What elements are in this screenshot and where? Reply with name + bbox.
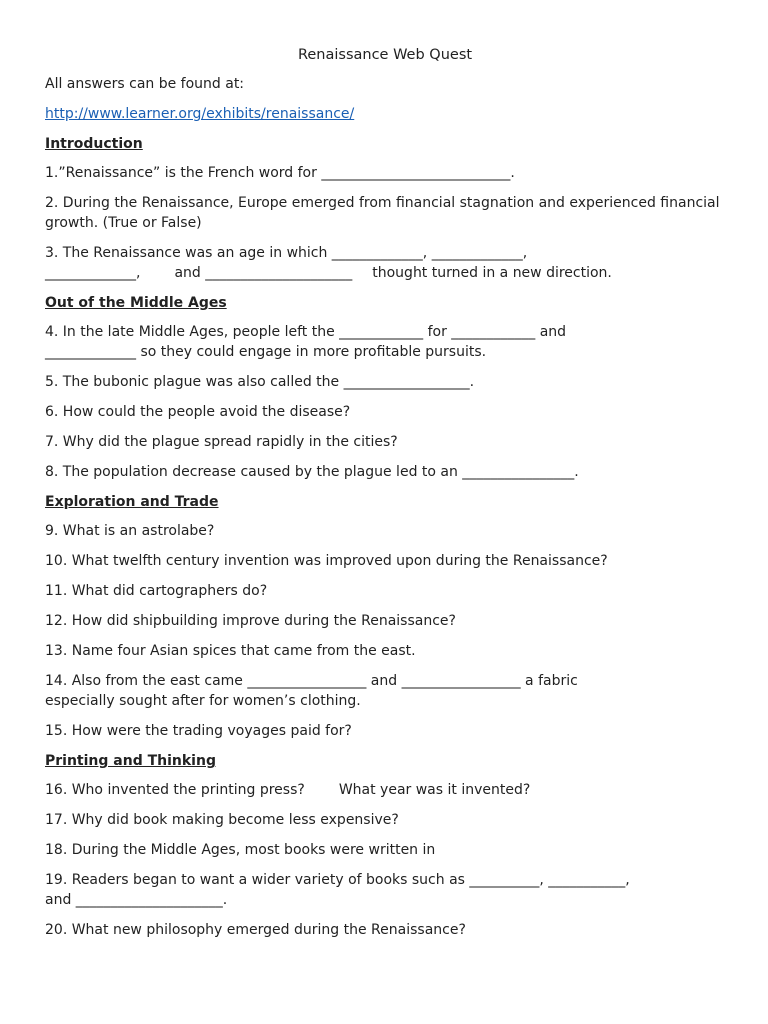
question-3 [45, 243, 725, 283]
question-9: 9. What is an astrolabe? [45, 523, 215, 539]
source-link[interactable]: http://www.learner.org/exhibits/renaissance/ [45, 106, 355, 122]
question-19-line-2: and _____________________. [45, 892, 228, 908]
section-heading-middle-ages: Out of the Middle Ages [45, 295, 227, 311]
question-15: 15. How were the trading voyages paid for? [45, 723, 352, 739]
question-5: 5. The bubonic plague was also called the __________________. [45, 374, 475, 390]
question-13: 13. Name four Asian spices that came from the east. [45, 643, 416, 659]
question-18: 18. During the Middle Ages, most books were written in [45, 842, 436, 858]
page-title: Renaissance Web Quest [297, 47, 473, 63]
question-3-blank: _____________, [45, 265, 141, 281]
intro-text: All answers can be found at: [45, 76, 245, 92]
question-16-part-1: 16. Who invented the printing press? [45, 782, 305, 798]
question-2: 2. During the Renaissance, Europe emerged from financial stagnation and experienced financial growth. (True or False) [45, 195, 720, 231]
question-20: 20. What new philosophy emerged during the Renaissance? [45, 922, 466, 938]
section-heading-exploration: Exploration and Trade [45, 494, 219, 510]
question-10: 10. What twelfth century invention was improved upon during the Renaissance? [45, 553, 608, 569]
question-17: 17. Why did book making become less expensive? [45, 812, 399, 828]
question-11: 11. What did cartographers do? [45, 583, 268, 599]
question-12: 12. How did shipbuilding improve during the Renaissance? [45, 613, 456, 629]
question-7: 7. Why did the plague spread rapidly in the cities? [45, 434, 398, 450]
question-16 [45, 780, 725, 800]
question-19-line-1: 19. Readers began to want a wider variety of books such as __________, ___________, [45, 872, 630, 888]
question-3-end: thought turned in a new direction. [372, 265, 612, 281]
question-1: 1.”Renaissance” is the French word for ___________________________. [45, 165, 515, 181]
worksheet-page [45, 45, 725, 950]
question-14 [45, 671, 725, 711]
question-3-line-1: 3. The Renaissance was an age in which _____________, _____________, [45, 245, 528, 261]
question-14-line-2: especially sought after for women’s clothing. [45, 693, 361, 709]
question-16-part-2: What year was it invented? [338, 782, 531, 798]
section-heading-printing: Printing and Thinking [45, 753, 216, 769]
question-4 [45, 322, 725, 362]
question-14-line-1: 14. Also from the east came _________________ and _________________ a fabric [45, 673, 578, 689]
question-4-line-2: _____________ so they could engage in more profitable pursuits. [45, 344, 487, 360]
question-4-line-1: 4. In the late Middle Ages, people left the ____________ for ____________ and [45, 324, 567, 340]
question-6: 6. How could the people avoid the disease? [45, 404, 351, 420]
section-heading-introduction: Introduction [45, 136, 143, 152]
question-8: 8. The population decrease caused by the plague led to an ________________. [45, 464, 579, 480]
question-3-and: and _____________________ [174, 265, 353, 281]
question-19 [45, 870, 725, 910]
